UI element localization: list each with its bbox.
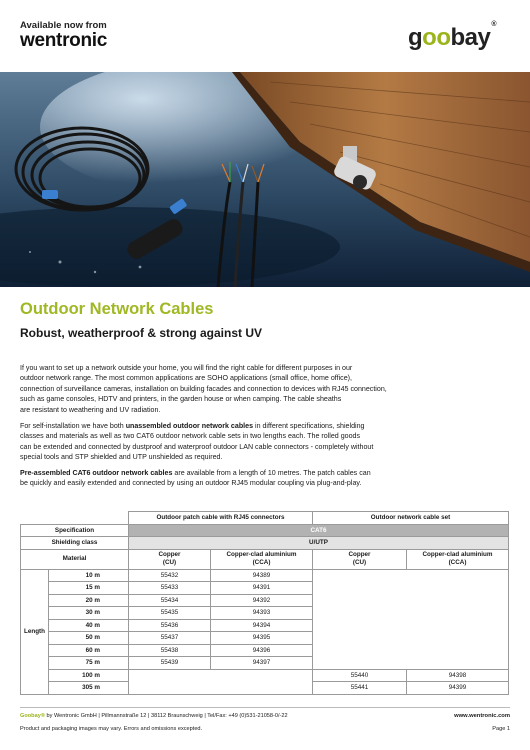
cu-article-cell: 55435 [129, 607, 211, 620]
paragraph-text: For self-installation we have both [20, 422, 126, 430]
material-name: Copper-clad aluminium [226, 550, 297, 558]
material-header [129, 549, 211, 569]
page-header [0, 0, 530, 72]
intro-line: connection of surveillance cameras, installation on building facades and connection to devices with RJ45 connection, [20, 384, 387, 393]
paragraph-text: special tools and STP shielded and UTP unshielded as required. [20, 453, 223, 462]
available-now-text: Available now from [20, 20, 107, 31]
pre-assembled-paragraph [20, 468, 500, 489]
cca-article-cell: 94391 [211, 582, 313, 595]
cu-article-cell: 55440 [313, 669, 407, 682]
length-cell: 60 m [49, 644, 129, 657]
material-code: (CCA) [252, 559, 271, 566]
cu-article-cell: 55438 [129, 644, 211, 657]
empty-set-cell [313, 569, 509, 669]
cu-article-cell: 55441 [313, 682, 407, 695]
cable-set-header: Outdoor network cable set [313, 512, 509, 525]
length-cell: 10 m [49, 569, 129, 582]
material-name: Copper-clad aluminium [422, 550, 493, 558]
length-cell: 305 m [49, 682, 129, 695]
length-cell: 50 m [49, 632, 129, 645]
length-cell: 100 m [49, 669, 129, 682]
self-installation-paragraph [20, 421, 500, 463]
cu-article-cell: 55436 [129, 619, 211, 632]
footer-address: by Wentronic GmbH | Pillmannstraße 12 | 38112 Braunschweig | Tel/Fax: +49 (0)531-21058-0/-22 [44, 713, 288, 719]
intro-line: such as game consoles, HDTV and printers, in the garden house or when camping. The cable sheaths [20, 395, 342, 404]
cca-article-cell: 94394 [211, 619, 313, 632]
wentronic-logo: wentronic [20, 30, 108, 51]
footer-disclaimer: Product and packaging images may vary. Errors and omissions excepted. [20, 726, 203, 732]
material-name: Copper [348, 550, 371, 558]
empty-patch-cell [129, 669, 313, 694]
page-title: Outdoor Network Cables [20, 300, 214, 318]
shielding-label: Shielding class [21, 537, 129, 550]
material-name: Copper [158, 550, 181, 558]
cu-article-cell: 55434 [129, 594, 211, 607]
cca-article-cell: 94393 [211, 607, 313, 620]
length-cell: 30 m [49, 607, 129, 620]
footer-website-link[interactable]: www.wentronic.com [454, 713, 510, 719]
material-label: Material [21, 549, 129, 569]
paragraph-text: are available from a length of 10 metres. The patch cables can [172, 469, 371, 477]
paragraph-bold-text: Pre-assembled CAT6 outdoor network cables [20, 469, 173, 477]
footer-divider [20, 707, 510, 708]
cu-article-cell: 55432 [129, 569, 211, 582]
length-cell: 20 m [49, 594, 129, 607]
hero-image [0, 72, 530, 287]
cca-article-cell: 94389 [211, 569, 313, 582]
cca-article-cell: 94399 [407, 682, 509, 695]
length-label: Length [21, 569, 49, 694]
product-table [20, 511, 509, 695]
cu-article-cell: 55433 [129, 582, 211, 595]
paragraph-text: be quickly and easily extended and connected by using an outdoor RJ45 modular coupling via plug-and-play. [20, 479, 362, 488]
paragraph-text: in different specifications, shielding [253, 422, 365, 430]
cca-article-cell: 94397 [211, 657, 313, 670]
material-code: (CU) [352, 559, 367, 566]
paragraph-text: can be extended and connected by dustproof and waterproof outdoor LAN cable connectors - completely without [20, 442, 374, 451]
paragraph-text: classes and materials as well as two CAT6 outdoor network cable sets in two lengths each. The rolled goods [20, 432, 361, 441]
table-row [21, 669, 509, 682]
cca-article-cell: 94392 [211, 594, 313, 607]
patch-cable-header: Outdoor patch cable with RJ45 connectors [129, 512, 313, 525]
length-cell: 15 m [49, 582, 129, 595]
paragraph-bold-text: unassembled outdoor network cables [125, 422, 254, 430]
length-cell: 75 m [49, 657, 129, 670]
cca-article-cell: 94396 [211, 644, 313, 657]
material-code: (CCA) [448, 559, 467, 566]
material-code: (CU) [162, 559, 177, 566]
table-corner [21, 512, 129, 525]
length-cell: 40 m [49, 619, 129, 632]
shielding-value: U/UTP [129, 537, 509, 550]
intro-line: outdoor network range. The most common applications are SOHO applications (small office, home office), [20, 374, 352, 383]
table-row [21, 569, 509, 582]
cca-article-cell: 94398 [407, 669, 509, 682]
page-subtitle: Robust, weatherproof & strong against UV [20, 326, 263, 340]
material-header [313, 549, 407, 569]
intro-paragraph [20, 363, 500, 415]
intro-line: If you want to set up a network outside your home, you will find the right cable for different purposes in our [20, 364, 353, 372]
intro-line: are resistant to weathering and UV radiation. [20, 405, 161, 414]
cu-article-cell: 55437 [129, 632, 211, 645]
goobay-logo: goobay® [408, 21, 497, 51]
hero-photo-illustration [0, 72, 530, 287]
material-header [407, 549, 509, 569]
cu-article-cell: 55439 [129, 657, 211, 670]
page-number: Page 1 [492, 726, 510, 732]
cca-article-cell: 94395 [211, 632, 313, 645]
footer-brand: Goobay® [20, 713, 45, 719]
footer-company [20, 713, 288, 719]
material-header [211, 549, 313, 569]
specification-value: CAT6 [129, 524, 509, 537]
specification-label: Specification [21, 524, 129, 537]
